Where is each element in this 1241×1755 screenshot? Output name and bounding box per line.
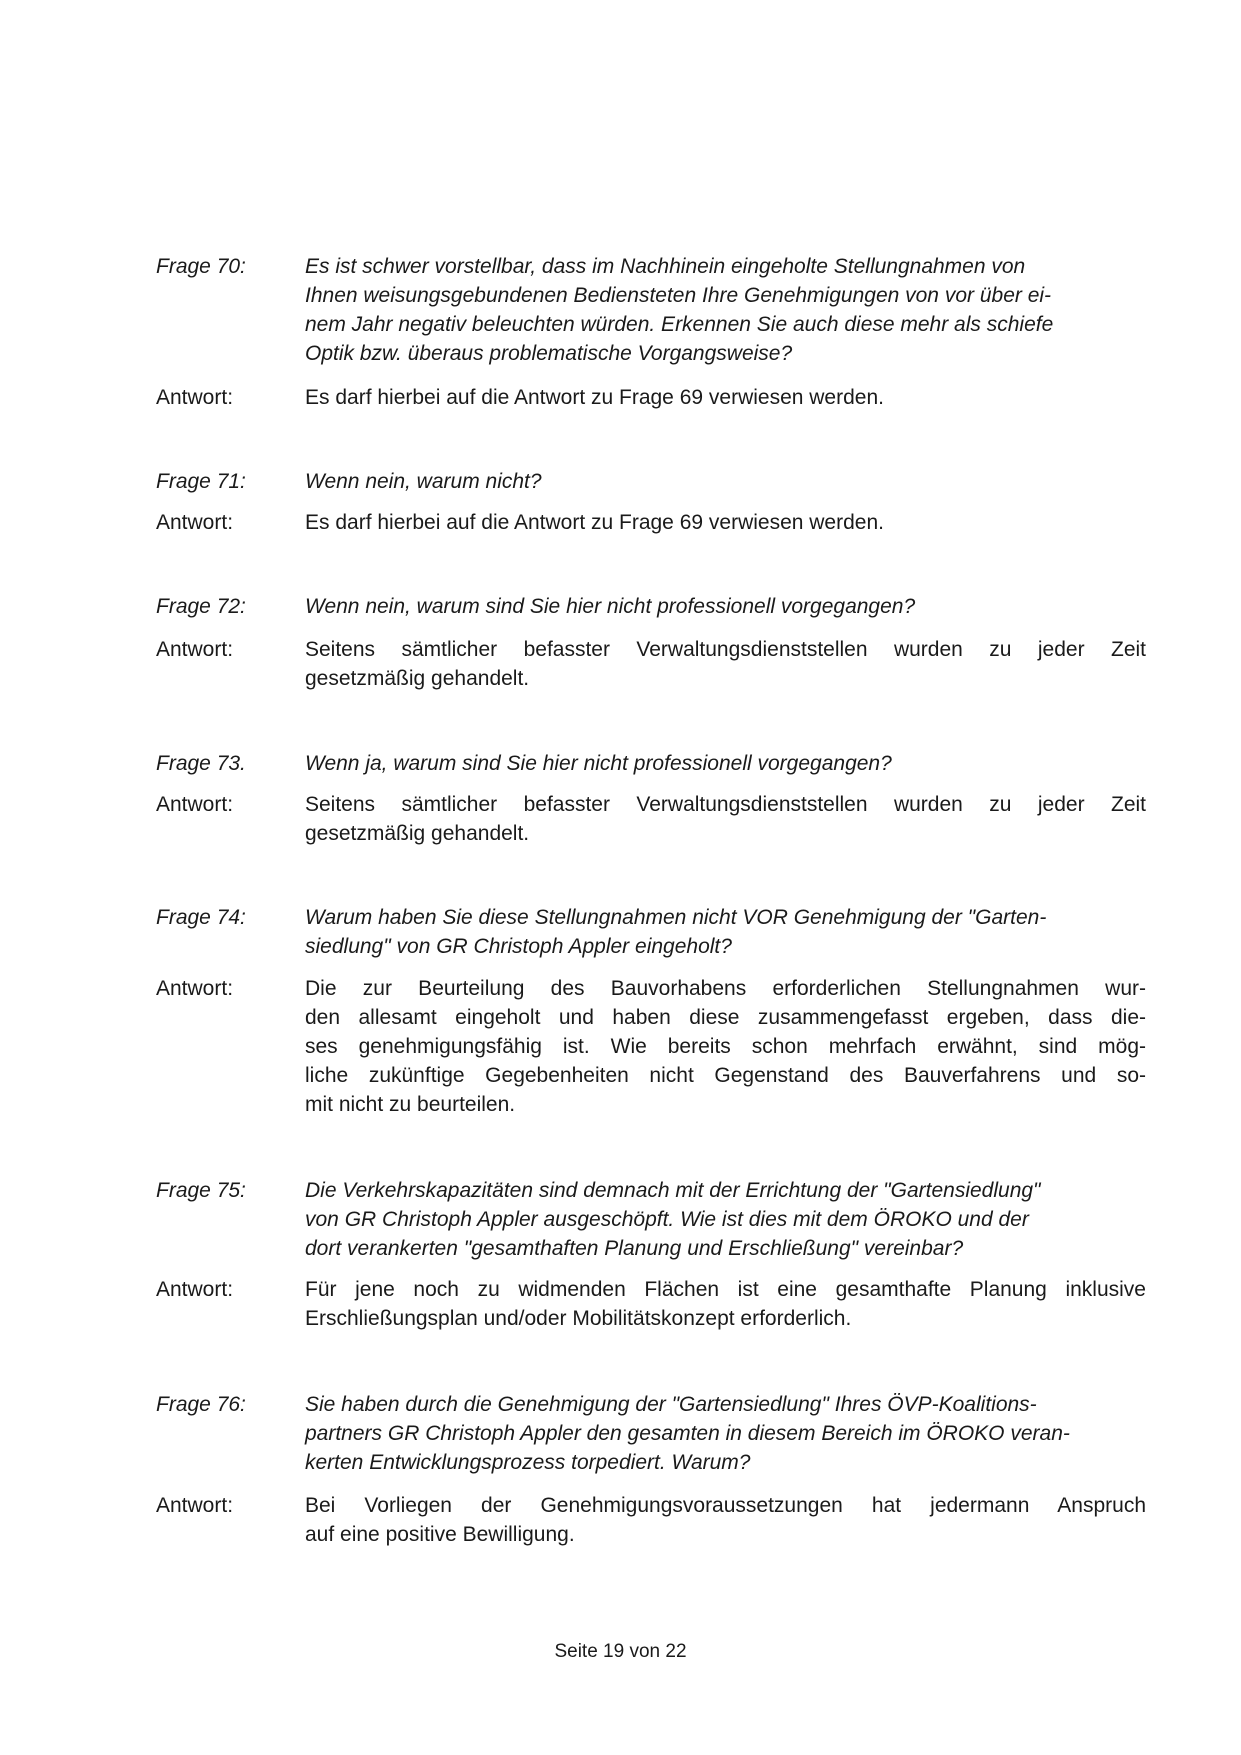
text-line: Wenn nein, warum nicht? [305, 470, 542, 493]
text-line: Sie haben durch die Genehmigung der "Gartensiedlung" Ihres ÖVP-Koalitions- [305, 1393, 1037, 1416]
question-text [305, 252, 1146, 368]
text-line: Es darf hierbei auf die Antwort zu Frage 69 verwiesen werden. [305, 511, 884, 534]
question-label: Frage 71: [156, 470, 246, 493]
text-line: Es ist schwer vorstellbar, dass im Nachhinein eingeholte Stellungnahmen von [305, 255, 1026, 278]
question-text [305, 467, 1146, 496]
text-line: Die Verkehrskapazitäten sind demnach mit der Errichtung der "Gartensiedlung" [305, 1179, 1041, 1202]
text-line: gesetzmäßig gehandelt. [305, 822, 530, 845]
answer-label: Antwort: [156, 1278, 234, 1301]
text-line: Seitens sämtlicher befasster Verwaltungsdienststellen wurden zu jeder Zeit [305, 793, 1146, 816]
text-line: Bei Vorliegen der Genehmigungsvoraussetzungen hat jedermann Anspruch [305, 1494, 1146, 1517]
question-label: Frage 75: [156, 1179, 246, 1202]
text-line: liche zukünftige Gegebenheiten nicht Gegenstand des Bauverfahrens und so- [305, 1064, 1146, 1087]
question-text [305, 1176, 1146, 1263]
question-label: Frage 73. [156, 752, 246, 775]
question-text [305, 592, 1146, 621]
text-line: nem Jahr negativ beleuchten würden. Erkennen Sie auch diese mehr als schiefe [305, 313, 1054, 336]
text-line: partners GR Christoph Appler den gesamten in diesem Bereich im ÖROKO veran- [305, 1422, 1070, 1445]
question-label: Frage 74: [156, 906, 246, 929]
question-label: Frage 72: [156, 595, 246, 618]
answer-text [305, 635, 1146, 693]
text-line: Wenn nein, warum sind Sie hier nicht professionell vorgegangen? [305, 595, 916, 618]
answer-text [305, 508, 1146, 537]
answer-label: Antwort: [156, 511, 234, 534]
question-label: Frage 76: [156, 1393, 246, 1416]
answer-text [305, 790, 1146, 848]
text-line: Seitens sämtlicher befasster Verwaltungsdienststellen wurden zu jeder Zeit [305, 638, 1146, 661]
text-line: dort verankerten "gesamthaften Planung und Erschließung" vereinbar? [305, 1237, 964, 1260]
text-line: Ihnen weisungsgebundenen Bediensteten Ihre Genehmigungen von vor über ei- [305, 284, 1052, 307]
text-line: auf eine positive Bewilligung. [305, 1523, 575, 1546]
answer-label: Antwort: [156, 638, 234, 661]
answer-label: Antwort: [156, 977, 234, 1000]
text-line: Wenn ja, warum sind Sie hier nicht professionell vorgegangen? [305, 752, 892, 775]
text-line: siedlung" von GR Christoph Appler eingeholt? [305, 935, 732, 958]
text-line: Erschließungsplan und/oder Mobilitätskonzept erforderlich. [305, 1307, 852, 1330]
text-line: Für jene noch zu widmenden Flächen ist eine gesamthafte Planung inklusive [305, 1278, 1146, 1301]
text-line: gesetzmäßig gehandelt. [305, 667, 530, 690]
answer-text [305, 974, 1146, 1119]
text-line: Es darf hierbei auf die Antwort zu Frage 69 verwiesen werden. [305, 386, 884, 409]
text-line: ses genehmigungsfähig ist. Wie bereits schon mehrfach erwähnt, sind mög- [305, 1035, 1146, 1058]
answer-label: Antwort: [156, 1494, 234, 1517]
answer-text [305, 383, 1146, 412]
question-text [305, 749, 1146, 778]
question-text [305, 1390, 1146, 1477]
text-line: mit nicht zu beurteilen. [305, 1093, 516, 1116]
text-line: Die zur Beurteilung des Bauvorhabens erforderlichen Stellungnahmen wur- [305, 977, 1146, 1000]
text-line: den allesamt eingeholt und haben diese zusammengefasst ergeben, dass die- [305, 1006, 1146, 1029]
text-line: Warum haben Sie diese Stellungnahmen nicht VOR Genehmigung der "Garten- [305, 906, 1047, 929]
page-number: Seite 19 von 22 [554, 1641, 687, 1662]
text-line: Optik bzw. überaus problematische Vorgangsweise? [305, 342, 793, 365]
text-line: kerten Entwicklungsprozess torpediert. Warum? [305, 1451, 751, 1474]
text-line: von GR Christoph Appler ausgeschöpft. Wie ist dies mit dem ÖROKO und der [305, 1208, 1029, 1231]
answer-label: Antwort: [156, 793, 234, 816]
answer-text [305, 1275, 1146, 1333]
question-label: Frage 70: [156, 255, 246, 278]
question-text [305, 903, 1146, 961]
answer-text [305, 1491, 1146, 1549]
answer-label: Antwort: [156, 386, 234, 409]
